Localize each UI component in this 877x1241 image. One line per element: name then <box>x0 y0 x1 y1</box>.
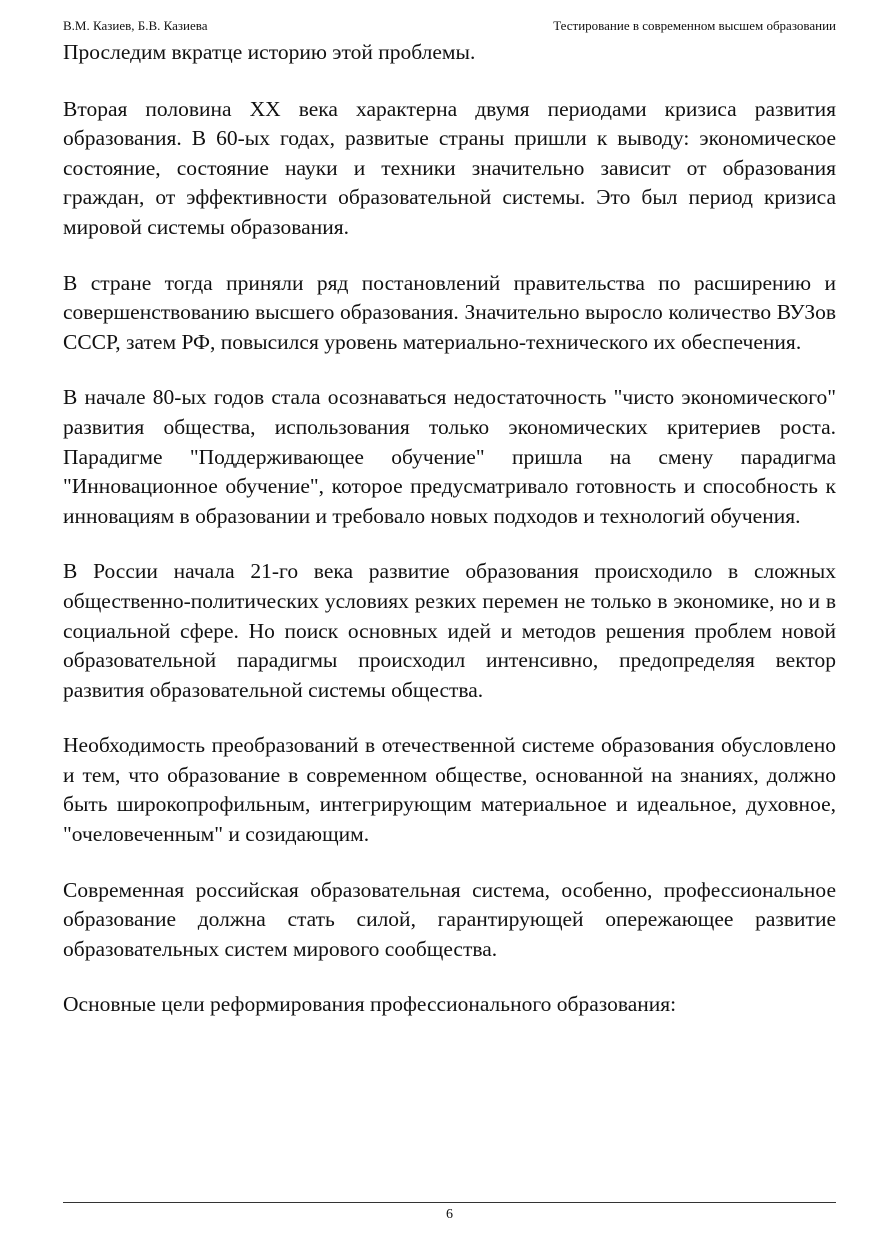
paragraph-goals: Основные цели реформирования профессионального образования: <box>63 992 677 1017</box>
header-title: Тестирование в современном высшем образовании <box>553 18 836 33</box>
running-header <box>63 16 836 36</box>
paragraph-necessity: Необходимость преобразований в отечественной системе образования обусловлено и тем, что образование в современном обществе, основанной на знаниях, должно быть широкопрофильным, интегрирующим материальное и идеальное, духовное, "очеловеченным" и созидающим. <box>63 733 836 847</box>
paragraph-intro: Проследим вкратце историю этой проблемы. <box>63 40 476 64</box>
paragraph-eighties: В начале 80-ых годов стала осознаваться недостаточность "чисто экономического" развития общества, использования только экономических критериев роста. Парадигме "Поддерживающее обучение" пришла на смену парадигма "Инновационное обучение", которое предусматривало готовность и способность к инновациям в образовании и требовало новых подходов и технологий обучения. <box>63 385 836 528</box>
body-text <box>63 38 836 1046</box>
paragraph-government: В стране тогда приняли ряд постановлений правительства по расширению и совершенствованию высшего образования. Значительно выросло количество ВУЗов СССР, затем РФ, повысился уровень материально-технического их обеспечения. <box>63 270 836 354</box>
paragraph-russia: В России начала 21-го века развитие образования происходило в сложных общественно-политических условиях резких перемен не только в экономике, но и в социальной сфере. Но поиск основных идей и методов решения проблем новой образовательной парадигмы происходил интенсивно, предопределяя вектор развития образовательной системы общества. <box>63 559 836 702</box>
paragraph-crisis: Вторая половина XX века характерна двумя периодами кризиса развития образования. В 60-ых годах, развитые страны пришли к выводу: экономическое состояние, состояние науки и техники значительно зависит от образования граждан, от эффективности образовательной системы. Это был период кризиса мировой системы образования. <box>63 96 836 239</box>
footer-divider <box>63 1202 836 1203</box>
page-number: 6 <box>446 1207 453 1222</box>
paragraph-modern-system: Современная российская образовательная система, особенно, профессиональное образование должна стать силой, гарантирующей опережающее развитие образовательных систем мирового сообщества. <box>63 877 836 961</box>
header-authors: В.М. Казиев, Б.В. Казиева <box>63 18 208 33</box>
